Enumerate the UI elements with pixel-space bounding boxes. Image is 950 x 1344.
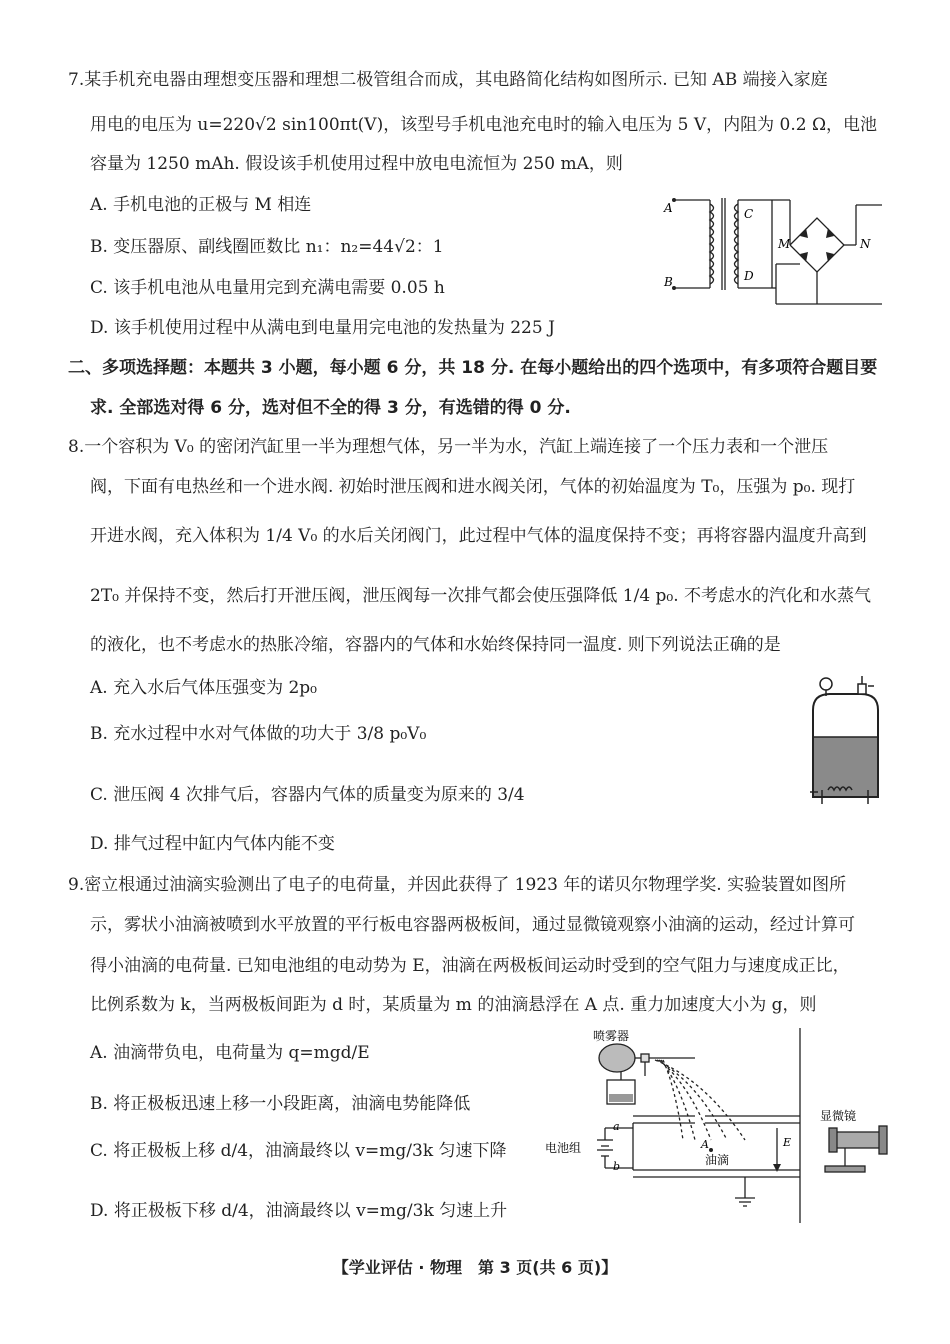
section2-heading-line1: 二、多项选择题：本题共 3 小题，每小题 6 分，共 18 分. 在每小题给出的四个选项中，有多项符合题目要 <box>68 358 878 378</box>
q9-stem-line2: 示，雾状小油滴被喷到水平放置的平行板电容器两极板间，通过显微镜观察小油滴的运动，经过计算可 <box>90 915 855 935</box>
q7-fig-label-c: C <box>744 207 754 221</box>
q8-stem-line5: 的液化，也不考虑水的热胀冷缩，容器内的气体和水始终保持同一温度. 则下列说法正确的是 <box>90 635 781 655</box>
q8-option-c: C. 泄压阀 4 次排气后，容器内气体的质量变为原来的 3/4 <box>90 785 525 805</box>
q9-fig-label-b: b <box>613 1160 621 1173</box>
q7-stem-line1: 7.某手机充电器由理想变压器和理想二极管组合而成，其电路简化结构如图所示. 已知 AB 端接入家庭 <box>68 70 828 90</box>
q9-option-c: C. 将正极板上移 d/4，油滴最终以 v=mg/3k 匀速下降 <box>90 1141 507 1161</box>
page-footer: 【学业评估 · 物理 第 3 页(共 6 页)】 <box>332 1258 618 1277</box>
q7-option-a: A. 手机电池的正极与 M 相连 <box>90 195 312 215</box>
q9-option-a: A. 油滴带负电，电荷量为 q=mgd/E <box>90 1043 370 1063</box>
q8-stem-line4: 2T₀ 并保持不变，然后打开泄压阀，泄压阀每一次排气都会使压强降低 1/4 p₀. 不考虑水的汽化和水蒸气 <box>90 586 872 606</box>
q9-option-b: B. 将正极板迅速上移一小段距离，油滴电势能降低 <box>90 1094 471 1114</box>
section2-heading-line2: 求. 全部选对得 6 分，选对但不全的得 3 分，有选错的得 0 分. <box>90 398 571 418</box>
q8-stem-line1: 8.一个容积为 V₀ 的密闭汽缸里一半为理想气体，另一半为水，汽缸上端连接了一个压力表和一个泄压 <box>68 437 829 457</box>
q9-fig-battery-label: 电池组 <box>545 1141 582 1155</box>
q9-fig-point-a-label: A <box>701 1138 709 1151</box>
q9-fig-e-label: E <box>783 1136 792 1149</box>
q7-fig-label-d: D <box>744 269 754 283</box>
q8-cylinder-figure <box>808 672 888 812</box>
q7-fig-label-m: M <box>778 237 791 251</box>
q9-stem-line4: 比例系数为 k，当两极板间距为 d 时，某质量为 m 的油滴悬浮在 A 点. 重力加速度大小为 g，则 <box>90 995 817 1015</box>
q7-option-d: D. 该手机使用过程中从满电到电量用完电池的发热量为 225 J <box>90 318 555 338</box>
q8-stem-line3: 开进水阀，充入体积为 1/4 V₀ 的水后关闭阀门，此过程中气体的温度保持不变；再将容器内温度升高到 <box>90 526 867 546</box>
q9-fig-oil-label: 油滴 <box>705 1153 730 1167</box>
q8-option-b: B. 充水过程中水对气体做的功大于 3/8 p₀V₀ <box>90 724 427 744</box>
q9-stem-line3: 得小油滴的电荷量. 已知电池组的电动势为 E，油滴在两极板间运动时受到的空气阻力与速度成正比， <box>90 956 850 976</box>
q9-fig-microscope-label: 显微镜 <box>820 1109 857 1123</box>
q9-fig-sprayer-label: 喷雾器 <box>593 1029 630 1043</box>
q9-millikan-figure <box>545 1028 905 1223</box>
q7-option-c: C. 该手机电池从电量用完到充满电需要 0.05 h <box>90 278 445 298</box>
q7-fig-label-b: B <box>664 275 673 289</box>
q7-fig-label-n: N <box>860 237 871 251</box>
q9-stem-line1: 9.密立根通过油滴实验测出了电子的电荷量，并因此获得了 1923 年的诺贝尔物理学奖. 实验装置如图所 <box>68 875 847 895</box>
q7-circuit-figure <box>660 190 890 310</box>
q8-option-d: D. 排气过程中缸内气体内能不变 <box>90 834 335 854</box>
q8-option-a: A. 充入水后气体压强变为 2p₀ <box>90 678 318 698</box>
q7-fig-label-a: A <box>664 201 673 215</box>
q7-stem-line2: 用电的电压为 u=220√2 sin100πt(V)，该型号手机电池充电时的输入电压为 5 V，内阻为 0.2 Ω，电池 <box>90 115 878 135</box>
q9-option-d: D. 将正极板下移 d/4，油滴最终以 v=mg/3k 匀速上升 <box>90 1201 508 1221</box>
q7-stem-line3: 容量为 1250 mAh. 假设该手机使用过程中放电电流恒为 250 mA，则 <box>90 154 623 174</box>
q8-stem-line2: 阀，下面有电热丝和一个进水阀. 初始时泄压阀和进水阀关闭，气体的初始温度为 T₀，压强为 p₀. 现打 <box>90 477 856 497</box>
q7-option-b: B. 变压器原、副线圈匝数比 n₁：n₂=44√2：1 <box>90 237 444 257</box>
q9-fig-label-a: a <box>613 1120 620 1133</box>
